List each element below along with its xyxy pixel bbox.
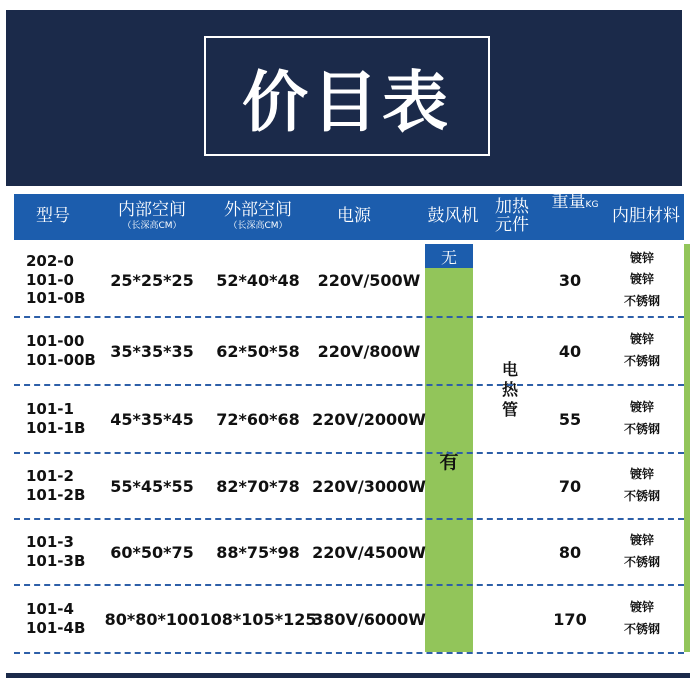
model-name: 101-2 — [26, 467, 74, 486]
table-row — [14, 586, 684, 654]
inner-size: 80*80*100 — [104, 609, 200, 629]
model-cell — [26, 454, 85, 518]
weight-value: 30 — [558, 270, 582, 290]
model-name: 101-3 — [26, 533, 74, 552]
title-box — [204, 36, 490, 156]
outer-size: 88*75*98 — [216, 542, 300, 562]
right-edge-strip — [684, 244, 690, 652]
header-model — [14, 194, 92, 240]
material-cell — [624, 244, 660, 316]
outer-size: 72*60*68 — [216, 409, 300, 429]
model-name: 202-0 — [26, 251, 74, 270]
bottom-bar — [6, 673, 690, 678]
header-heating-line2: 元件 — [495, 215, 529, 235]
header-material — [608, 194, 684, 240]
material-name: 不锈钢 — [624, 293, 661, 308]
model-name: 101-00B — [26, 351, 96, 369]
material-cell — [624, 586, 660, 652]
model-name: 101-1B — [26, 419, 86, 437]
inner-size: 60*50*75 — [110, 542, 194, 562]
header-weight-unit: KG — [585, 200, 599, 210]
material-name: 不锈钢 — [624, 622, 661, 636]
model-cell — [26, 520, 85, 584]
material-name: 镀锌 — [630, 600, 655, 615]
outer-size: 82*70*78 — [216, 476, 300, 496]
material-name: 镀锌 — [630, 533, 655, 548]
model-name: 101-1 — [26, 400, 74, 419]
page-title: 价目表 — [242, 63, 452, 141]
outer-size: 62*50*58 — [216, 341, 300, 361]
header-power — [314, 194, 394, 240]
table-header — [14, 194, 684, 240]
table-row — [14, 386, 684, 454]
fan-yes-label: 有 — [439, 450, 459, 473]
material-name: 不锈钢 — [624, 489, 661, 503]
header-inner-sub: （长深高CM） — [122, 221, 182, 232]
material-name: 镀锌 — [630, 272, 655, 287]
header-fan — [418, 194, 488, 240]
material-cell — [624, 520, 660, 584]
inner-size: 25*25*25 — [110, 270, 194, 290]
header-heating-line1: 加热 — [495, 197, 529, 218]
material-name: 不锈钢 — [624, 354, 661, 368]
table-row — [14, 520, 684, 586]
model-name: 101-0B — [26, 289, 86, 308]
model-name: 101-00 — [26, 332, 85, 351]
header-outer — [202, 194, 314, 240]
heater-text: 电 热 管 — [501, 360, 518, 419]
model-name: 101-4 — [26, 600, 74, 619]
header-model-label: 型号 — [36, 206, 70, 227]
header-weight-label: 重量 — [551, 192, 586, 212]
material-cell — [624, 318, 660, 384]
power-value: 220V/2000W — [312, 409, 426, 429]
model-cell — [26, 386, 85, 452]
weight-value: 170 — [553, 609, 587, 629]
header-outer-sub: （长深高CM） — [228, 221, 288, 232]
power-value: 220V/500W — [317, 270, 421, 290]
fan-none-cell: 无 — [425, 244, 473, 268]
model-name: 101-2B — [26, 486, 86, 504]
model-name: 101-0 — [26, 270, 74, 289]
title-banner — [6, 10, 682, 186]
inner-size: 45*35*45 — [110, 409, 194, 429]
inner-size: 55*45*55 — [110, 476, 194, 496]
inner-size: 35*35*35 — [110, 341, 194, 361]
material-name: 镀锌 — [630, 332, 655, 347]
weight-value: 40 — [558, 341, 582, 361]
weight-value: 55 — [558, 409, 582, 429]
model-cell — [26, 586, 85, 652]
material-cell — [624, 454, 660, 518]
header-heating — [488, 194, 536, 240]
header-weight — [540, 194, 610, 240]
model-cell — [26, 318, 96, 384]
outer-size: 108*105*125 — [199, 609, 317, 629]
material-name: 镀锌 — [630, 467, 655, 482]
model-name: 101-4B — [26, 619, 86, 637]
table-row — [14, 454, 684, 520]
material-name: 镀锌 — [630, 250, 655, 265]
model-name: 101-3B — [26, 552, 86, 570]
power-value: 220V/800W — [317, 341, 421, 361]
power-value: 220V/3000W — [312, 476, 426, 496]
weight-value: 70 — [558, 476, 582, 496]
power-value: 220V/4500W — [312, 542, 426, 562]
material-name: 不锈钢 — [624, 555, 661, 569]
weight-value: 80 — [558, 542, 582, 562]
outer-size: 52*40*48 — [216, 270, 300, 290]
model-cell — [26, 244, 85, 316]
power-value: 380V/6000W — [312, 609, 426, 629]
header-fan-label: 鼓风机 — [427, 206, 479, 227]
header-inner-label: 内部空间 — [118, 200, 186, 221]
header-inner — [96, 194, 208, 240]
table-row — [14, 318, 684, 386]
header-power-label: 电源 — [337, 206, 371, 227]
material-cell — [624, 386, 660, 452]
material-name: 镀锌 — [630, 400, 655, 415]
header-material-label: 内胆材料 — [612, 206, 680, 227]
header-outer-label: 外部空间 — [224, 200, 292, 221]
table-row — [14, 244, 684, 318]
material-name: 不锈钢 — [624, 422, 661, 436]
